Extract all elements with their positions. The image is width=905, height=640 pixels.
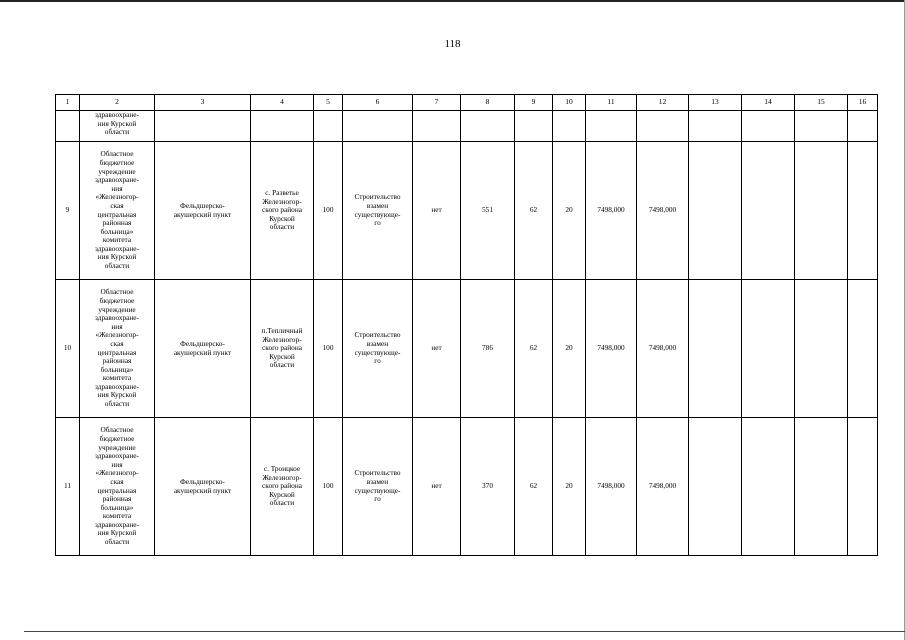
cell-location: с. Троицкое Железногор- ского района Курской области bbox=[251, 418, 314, 556]
cell-empty bbox=[586, 111, 637, 142]
page-number: 118 bbox=[444, 38, 461, 50]
cell-empty bbox=[689, 111, 742, 142]
data-table bbox=[55, 94, 878, 556]
cell-col7: нет bbox=[413, 142, 461, 280]
cell-empty bbox=[637, 111, 689, 142]
cell-organization: Областное бюджетное учреждение здравоохране- ния «Железногор- ская центральная районная больница» комитета здравоохране- ния Курской области bbox=[80, 142, 155, 280]
cell-work-type: Строительство взамен существующе- го bbox=[343, 280, 413, 418]
top-border-line bbox=[0, 0, 905, 2]
cell-empty bbox=[553, 111, 586, 142]
column-header: 12 bbox=[637, 95, 689, 111]
cell-col11: 7498,000 bbox=[586, 418, 637, 556]
continuation-row bbox=[56, 111, 878, 142]
cell-object: Фельдшерско- акушерский пункт bbox=[155, 280, 251, 418]
cell-object: Фельдшерско- акушерский пункт bbox=[155, 142, 251, 280]
cell-col5: 100 bbox=[314, 418, 343, 556]
cell-empty bbox=[461, 111, 515, 142]
column-header: 7 bbox=[413, 95, 461, 111]
cell-col10: 20 bbox=[553, 418, 586, 556]
cell-empty bbox=[155, 111, 251, 142]
cell-empty bbox=[848, 111, 878, 142]
cell-col11: 7498,000 bbox=[586, 280, 637, 418]
cell-col7: нет bbox=[413, 418, 461, 556]
cell-empty bbox=[251, 111, 314, 142]
cell-row-number: 10 bbox=[56, 280, 80, 418]
cell-col15 bbox=[795, 142, 848, 280]
column-header: 2 bbox=[80, 95, 155, 111]
cell-location: с. Разветье Железногор- ского района Курской области bbox=[251, 142, 314, 280]
cell-col7: нет bbox=[413, 280, 461, 418]
cell-empty bbox=[56, 111, 80, 142]
cell-empty bbox=[343, 111, 413, 142]
column-header: 5 bbox=[314, 95, 343, 111]
cell-col5: 100 bbox=[314, 280, 343, 418]
cell-empty bbox=[314, 111, 343, 142]
cell-col5: 100 bbox=[314, 142, 343, 280]
header-row bbox=[56, 95, 878, 111]
column-header: 8 bbox=[461, 95, 515, 111]
cell-col13 bbox=[689, 280, 742, 418]
cell-col15 bbox=[795, 418, 848, 556]
cell-location: п.Тепличный Железногор- ского района Курской области bbox=[251, 280, 314, 418]
cell-col14 bbox=[742, 280, 795, 418]
cell-col14 bbox=[742, 418, 795, 556]
cell-col12: 7498,000 bbox=[637, 142, 689, 280]
cell-row-number: 11 bbox=[56, 418, 80, 556]
cell-col15 bbox=[795, 280, 848, 418]
cell-organization: Областное бюджетное учреждение здравоохране- ния «Железногор- ская центральная районная больница» комитета здравоохране- ния Курской области bbox=[80, 280, 155, 418]
cell-col13 bbox=[689, 418, 742, 556]
cell-row-number: 9 bbox=[56, 142, 80, 280]
cell-col13 bbox=[689, 142, 742, 280]
bottom-border-line bbox=[24, 631, 905, 632]
cell-col12: 7498,000 bbox=[637, 418, 689, 556]
cell-empty bbox=[515, 111, 553, 142]
cell-col16 bbox=[848, 280, 878, 418]
cell-empty bbox=[795, 111, 848, 142]
cell-empty bbox=[742, 111, 795, 142]
cell-col8: 786 bbox=[461, 280, 515, 418]
cell-col9: 62 bbox=[515, 280, 553, 418]
column-header: 15 bbox=[795, 95, 848, 111]
column-header: 6 bbox=[343, 95, 413, 111]
table-row bbox=[56, 142, 878, 280]
column-header: 11 bbox=[586, 95, 637, 111]
table-row bbox=[56, 280, 878, 418]
column-header: 14 bbox=[742, 95, 795, 111]
cell-col12: 7498,000 bbox=[637, 280, 689, 418]
cell-col8: 551 bbox=[461, 142, 515, 280]
cell-work-type: Строительство взамен существующе- го bbox=[343, 418, 413, 556]
table-row bbox=[56, 418, 878, 556]
cell-col9: 62 bbox=[515, 142, 553, 280]
column-header: 13 bbox=[689, 95, 742, 111]
column-header: 9 bbox=[515, 95, 553, 111]
column-header: 3 bbox=[155, 95, 251, 111]
cell-empty bbox=[413, 111, 461, 142]
cell-col11: 7498,000 bbox=[586, 142, 637, 280]
cell-col14 bbox=[742, 142, 795, 280]
cell-organization: здравоохране- ния Курской области bbox=[80, 111, 155, 142]
cell-organization: Областное бюджетное учреждение здравоохране- ния «Железногор- ская центральная районная больница» комитета здравоохране- ния Курской области bbox=[80, 418, 155, 556]
cell-col8: 370 bbox=[461, 418, 515, 556]
cell-object: Фельдшерско- акушерский пункт bbox=[155, 418, 251, 556]
cell-col9: 62 bbox=[515, 418, 553, 556]
column-header: 16 bbox=[848, 95, 878, 111]
cell-col10: 20 bbox=[553, 142, 586, 280]
cell-work-type: Строительство взамен существующе- го bbox=[343, 142, 413, 280]
column-header: 10 bbox=[553, 95, 586, 111]
cell-col16 bbox=[848, 142, 878, 280]
column-header: 4 bbox=[251, 95, 314, 111]
column-header: 1 bbox=[56, 95, 80, 111]
cell-col16 bbox=[848, 418, 878, 556]
cell-col10: 20 bbox=[553, 280, 586, 418]
